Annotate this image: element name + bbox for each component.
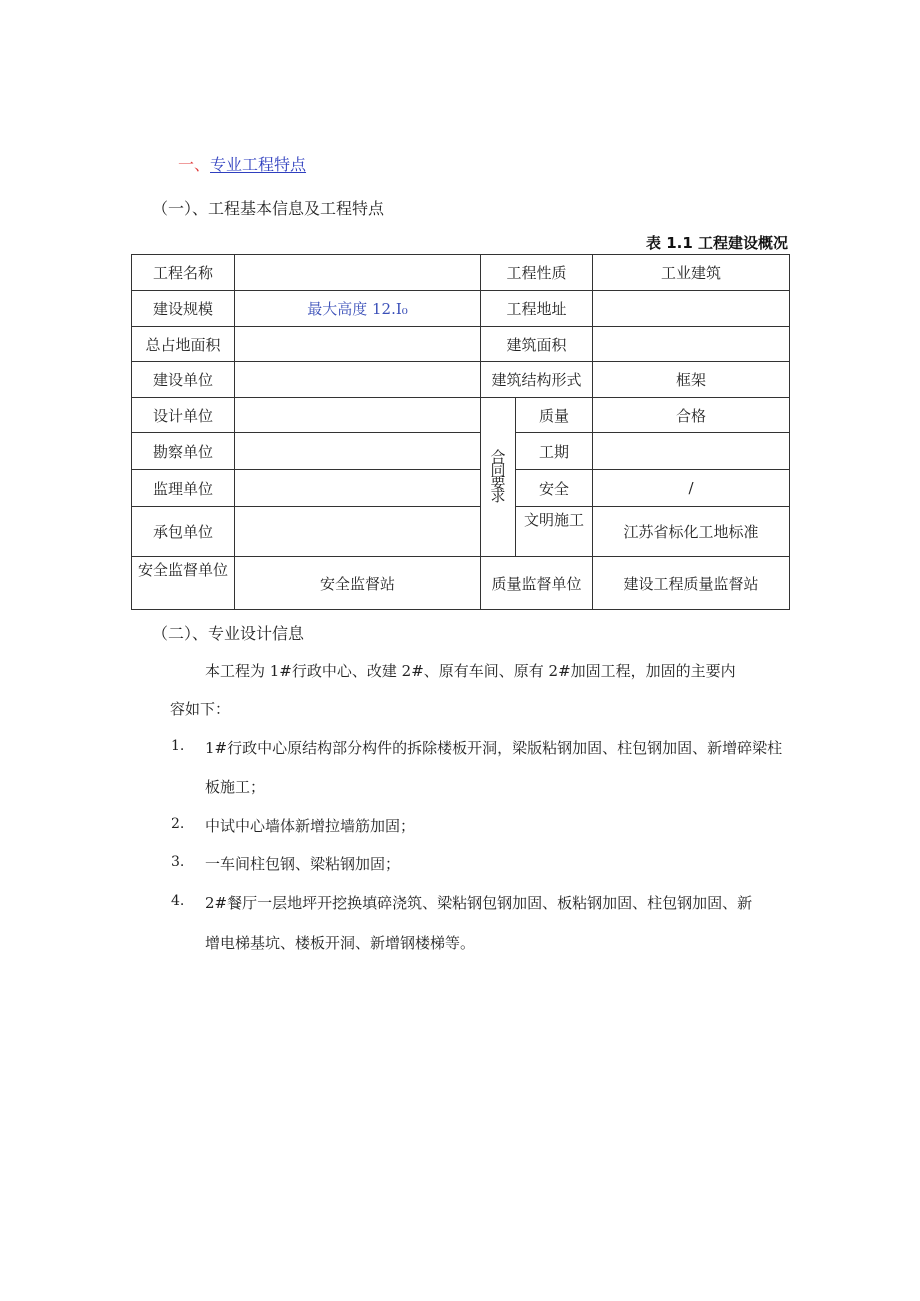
- address-label: 工程地址: [481, 291, 593, 327]
- project-name-label: 工程名称: [132, 255, 235, 291]
- safety-supervision-value: 安全监督站: [235, 557, 481, 610]
- contractor-value: [235, 507, 481, 557]
- scale-label: 建设规模: [132, 291, 235, 327]
- quality-supervision-label: 质量监督单位: [481, 557, 593, 610]
- survey-unit-label: 勘察单位: [132, 433, 235, 470]
- list-item-number: 4.: [171, 893, 185, 909]
- schedule-label: 工期: [516, 433, 593, 470]
- structure-label: 建筑结构形式: [481, 362, 593, 398]
- table-row: [132, 327, 790, 362]
- section-number: 一、: [178, 155, 211, 174]
- structure-value: 框架: [593, 362, 790, 398]
- schedule-value: [593, 433, 790, 470]
- subsection-heading-1: （一）、工程基本信息及工程特点: [152, 199, 385, 218]
- intro-line-2: 容如下：: [170, 700, 231, 718]
- civilized-construction-label: 文明施工: [516, 507, 593, 557]
- contract-requirements-cell: [481, 398, 516, 557]
- contract-requirements-label: 合同要求: [488, 449, 507, 501]
- quality-supervision-value: 建设工程质量监督站: [593, 557, 790, 610]
- project-overview-table: [131, 254, 790, 610]
- project-nature-label: 工程性质: [481, 255, 593, 291]
- table-row: [132, 255, 790, 291]
- safety-supervision-label: 安全监督单位: [132, 557, 235, 610]
- section-title-link[interactable]: 专业工程特点: [210, 155, 307, 174]
- table-caption: 表 1.1 工程建设概况: [645, 234, 788, 252]
- list-item-text-cont: 增电梯基坑、楼板开洞、新增钢楼梯等。: [205, 934, 476, 952]
- table-row: [132, 362, 790, 398]
- quality-value: 合格: [593, 398, 790, 433]
- list-item-number: 1.: [171, 738, 185, 754]
- address-value: [593, 291, 790, 327]
- table-row: [132, 557, 790, 610]
- list-item-text: 一车间柱包钢、梁粘钢加固；: [205, 855, 401, 873]
- table-row: [132, 433, 790, 470]
- building-area-value: [593, 327, 790, 362]
- project-nature-value: 工业建筑: [593, 255, 790, 291]
- safety-label: 安全: [516, 470, 593, 507]
- section-heading-1: [178, 152, 306, 175]
- table-row: [132, 470, 790, 507]
- building-area-label: 建筑面积: [481, 327, 593, 362]
- table-row: [132, 291, 790, 327]
- project-name-value: [235, 255, 481, 291]
- total-area-label: 总占地面积: [132, 327, 235, 362]
- quality-label: 质量: [516, 398, 593, 433]
- total-area-value: [235, 327, 481, 362]
- intro-line-1: 本工程为 1#行政中心、改建 2#、原有车间、原有 2#加固工程，加固的主要内: [205, 662, 736, 680]
- construction-unit-label: 建设单位: [132, 362, 235, 398]
- survey-unit-value: [235, 433, 481, 470]
- scale-value: 最大高度 12.I₀: [235, 291, 481, 327]
- list-item-number: 3.: [171, 854, 185, 870]
- list-item-text-cont: 板施工；: [205, 778, 266, 796]
- table-row: [132, 398, 790, 433]
- design-unit-value: [235, 398, 481, 433]
- civilized-construction-value: 江苏省标化工地标准: [593, 507, 790, 557]
- supervision-unit-label: 监理单位: [132, 470, 235, 507]
- list-item-text: 1#行政中心原结构部分构件的拆除楼板开洞，梁版粘钢加固、柱包钢加固、新增碎梁柱: [205, 739, 783, 757]
- list-item-number: 2.: [171, 816, 185, 832]
- safety-value: /: [593, 470, 790, 507]
- list-item-text: 2#餐厅一层地坪开挖换填碎浇筑、梁粘钢包钢加固、板粘钢加固、柱包钢加固、新: [205, 894, 753, 912]
- contractor-label: 承包单位: [132, 507, 235, 557]
- construction-unit-value: [235, 362, 481, 398]
- subsection-heading-2: （二）、专业设计信息: [152, 624, 305, 643]
- design-unit-label: 设计单位: [132, 398, 235, 433]
- table-row: [132, 507, 790, 557]
- list-item-text: 中试中心墙体新增拉墙筋加固；: [205, 817, 416, 835]
- supervision-unit-value: [235, 470, 481, 507]
